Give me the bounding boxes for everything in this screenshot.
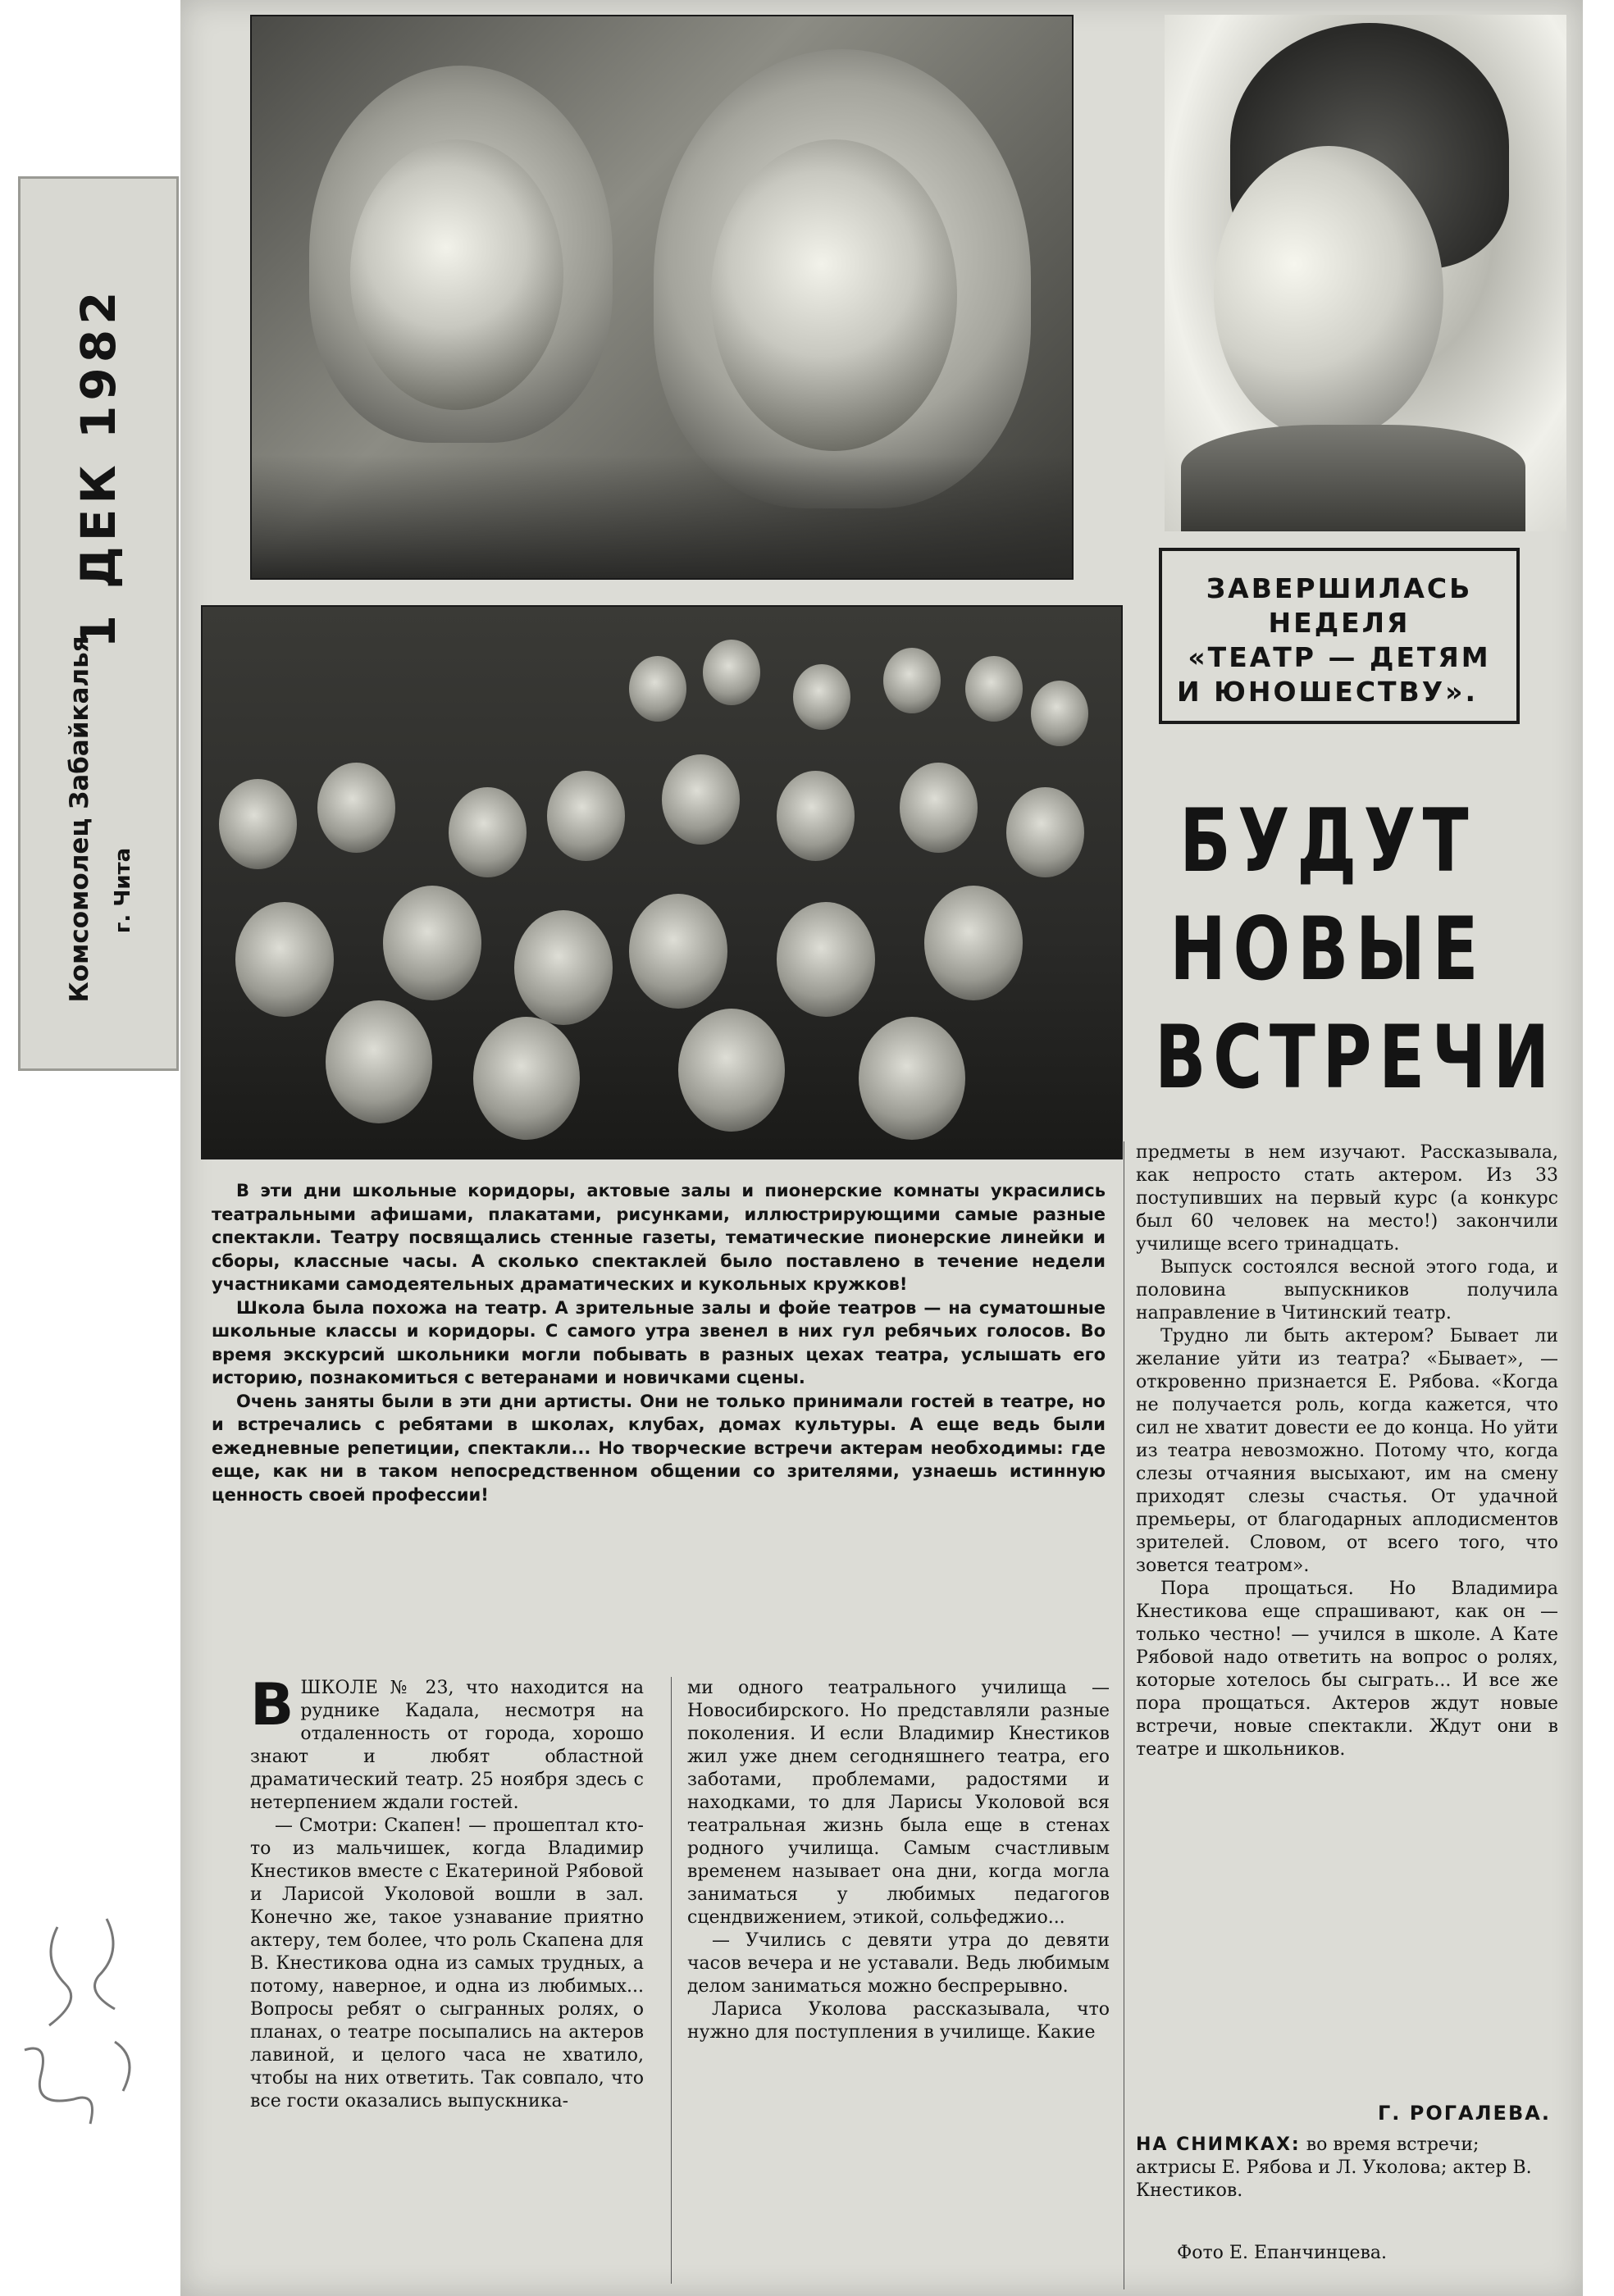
date-stamp-strip — [18, 176, 179, 1071]
stamp-city: г. Чита — [111, 847, 136, 934]
author-signature: Г. РОГАЛЕВА. — [1378, 2102, 1551, 2125]
column-divider — [671, 1677, 672, 2284]
stamp-date: 1 ДЕК 1982 — [71, 286, 126, 649]
headline-line: ВСТРЕЧИ — [1155, 1007, 1557, 1108]
column-3-paragraph: Пора прощаться. Но Владимира Кнестикова еще спрашивают, как он — только честно! — учился в школе. А Кате Рябовой надо ответить на вопрос о ролях, которые хотелось бы сыграть... И все же пора прощаться. Актеров ждут новые встречи, новые спектакли. Ждут они в театре и школьников. — [1136, 1578, 1558, 1760]
city-name — [111, 848, 135, 933]
column-3-paragraph: Трудно ли быть актером? Бывает ли желание уйти из театра? «Бывает», — откровенно признается Е. Рябова. «Когда не получается роль, когда кажется, что сил не хватит довести ее до конца. Но уйти из театра невозможно. Потому что, когда слезы отчаяния высыхают, им на смену приходят слезы счастья. От удачной премьеры, от благодарных аплодисментов зрителей. Словом, от всего того, что зовется театром». — [1136, 1326, 1558, 1576]
column-3-paragraph: Выпуск состоялся весной этого года, и половина выпускников получила направление в Читинский театр. — [1136, 1257, 1558, 1323]
captions-text: во время встречи; актрисы Е. Рябова и Л. Уколова; актер В. Кнестиков. — [1136, 2134, 1532, 2201]
kicker-line: «ТЕАТР — ДЕТЯМ — [1188, 641, 1491, 673]
lead-paragraph: В эти дни школьные коридоры, актовые залы и пионерские комнаты украсились театральными афишами, плакатами, рисунками, иллюстрирующими самые разные спектакли. Театру посвящались стенные газеты, тематические пионерские линейки и сборы, классные часы. А сколько спектаклей было поставлено в течение недели участниками самодеятельных драматических и кукольных кружков! — [212, 1181, 1106, 1294]
column-3-paragraph: предметы в нем изучают. Рассказывала, как непросто стать актером. Из 33 поступивших на первый курс (а конкурс был 60 человек на место!) закончили училище всего тринадцать. — [1136, 1142, 1558, 1255]
column-1-paragraph — [250, 1671, 644, 1815]
handwritten-note — [8, 1911, 172, 2157]
column-2-paragraph: ми одного театрального училища — Новосибирского. Но представляли разные поколения. И если Владимир Кнестиков жил уже днем сегодняшнего театра, его заботами, проблемами, радостями и находками, то для Ларисы Уколовой вся театральная жизнь была еще в стенах родного училища. Самым счастливым временем называет она дни, когда могла заниматься у любимых педагогов сцендвижением, этикой, сольфеджио... — [687, 1678, 1110, 1928]
lead-paragraph: Очень заняты были в эти дни артисты. Они не только принимали гостей в театре, но и встречались с ребятами в школах, клубах, домах культуры. А еще ведь были ежедневные репетиции, спектакли... Но творческие встречи актерам необходимы: где еще, как ни в таком непосредственном общении со зрителями, узнаешь истинную ценность своей профессии! — [212, 1391, 1106, 1505]
article-column-1 — [250, 1671, 644, 2113]
kicker-line: НЕДЕЛЯ — [1268, 607, 1411, 639]
column-2-paragraph: — Учились с девяти утра до девяти часов вечера и не уставали. Ведь любимым делом заниматься можно беспрерывно. — [687, 1930, 1110, 1997]
article-column-3 — [1136, 1141, 1558, 1761]
newspaper-name — [65, 636, 94, 1003]
drop-cap: В — [250, 1671, 294, 1738]
kicker-box — [1159, 548, 1520, 724]
article-lead — [212, 1179, 1106, 1506]
headline-line: БУДУТ — [1179, 790, 1476, 891]
article-headline — [1155, 787, 1557, 1112]
column-2-paragraph: Лариса Уколова рассказывала, что нужно для поступления в училище. Какие — [687, 1999, 1110, 2043]
headline-line: НОВЫЕ — [1169, 899, 1486, 1000]
photo-actor — [1165, 15, 1566, 531]
photo-credit: Фото Е. Епанчинцева. — [1177, 2243, 1387, 2263]
kicker-line: ЗАВЕРШИЛАСЬ — [1206, 572, 1473, 604]
stamp-newspaper: Комсомолец Забайкалья — [65, 636, 95, 1003]
date-stamp — [71, 286, 126, 649]
photo-children — [201, 605, 1123, 1159]
article-column-2 — [687, 1677, 1110, 2044]
kicker-line: И ЮНОШЕСТВУ». — [1177, 676, 1479, 708]
column-1-text: ШКОЛЕ № 23, что находится на руднике Кадала, несмотря на отдаленность от города, хорошо знают и любят областной драматический театр. 25 ноября здесь с нетерпением ждали гостей. — [250, 1678, 644, 1813]
column-1-paragraph: — Смотри: Скапен! — прошептал кто-то из мальчишек, когда Владимир Кнестиков вместе с Екатериной Рябовой и Ларисой Уколовой вошли в зал. Конечно же, такое узнавание приятно актеру, тем более, что роль Скапена для В. Кнестикова одна из самых трудных, а потому, наверное, и одна из любимых... Вопросы ребят о сыгранных ролях, о планах, о театре посыпались на актеров лавиной, и целого часа не хватило, чтобы на них ответить. Так совпало, что все гости оказались выпускника- — [250, 1815, 644, 2112]
captions-key: НА СНИМКАХ: — [1136, 2134, 1301, 2155]
photo-captions — [1136, 2134, 1538, 2203]
lead-paragraph: Школа была похожа на театр. А зрительные залы и фойе театров — на суматошные школьные классы и коридоры. С самого утра звенел в них гул ребячьих голосов. Во время экскурсий школьники могли побывать в разных цехах театра, услышать его историю, познакомиться с ветеранами и новичками сцены. — [212, 1297, 1106, 1387]
photo-actresses — [250, 15, 1074, 580]
